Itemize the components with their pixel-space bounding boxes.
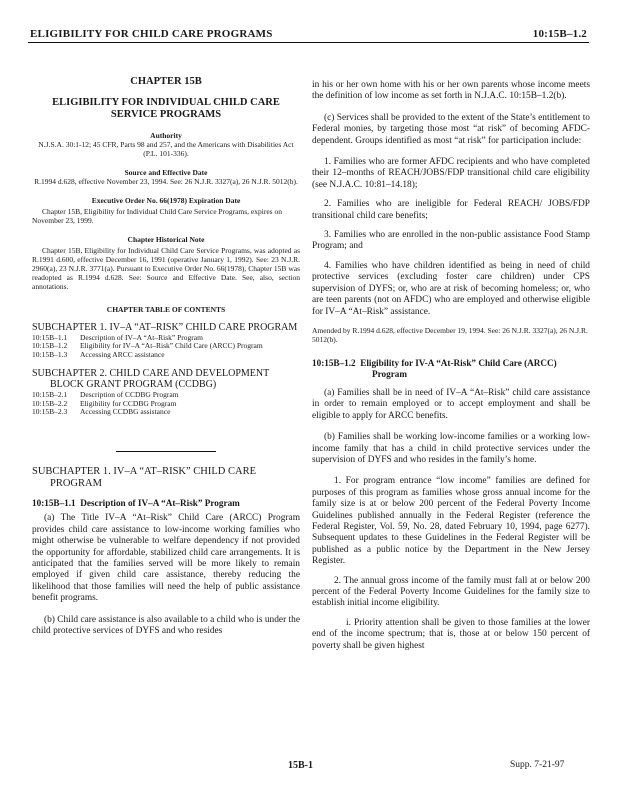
executive-order-text: Chapter 15B, Eligibility for Individual Child Care Service Programs, expires on November 23, 1999. [32,207,282,225]
chapter-number: CHAPTER 15B [130,76,202,87]
section-number: 10:15B–1.1 [32,498,76,509]
paragraph-b: (b) Families shall be working low-income families or a working low-income family that has a child in child protective services under the supervision of DYFS and who resides in the family’s home. [312,432,590,465]
subchapter-heading: SUBCHAPTER 1. IV–A “AT–RISK” CHILD CARE PROGRAM [32,466,257,490]
amendment-note: Amended by R.1994 d.628, effective December 19, 1994. See: 26 N.J.R. 3327(a), 26 N.J.R. 5012(b). [312,325,588,344]
authority-text: N.J.S.A. 30:1-12; 45 CFR, Parts 98 and 257, and the Americans with Disabilities Act (P.L. 101-336). [38,140,294,158]
paragraph-b-2: 2. The annual gross income of the family must fall at or below 200 percent of the Federal Poverty Income Guidelines for the family size to establish initial income eligibility. [312,575,590,609]
page-number: 15B-1 [288,760,313,771]
source-heading: Source and Effective Date [124,168,208,177]
authority-heading: Authority [150,131,182,140]
right-column [312,80,590,652]
paragraph-c: (c) Services shall be provided to the extent of the State’s entitlement to Federal monies, by targeting those most “at risk” of becoming AFDC-dependent. Groups identified as most “at risk” for participation include: [312,112,590,146]
toc-subchapter-1: SUBCHAPTER 1. IV–A “AT–RISK” CHILD CARE PROGRAM [32,322,298,333]
toc-title: Accessing CCDBG assistance [80,407,171,417]
toc-row [32,408,300,417]
toc-subchapter-2: SUBCHAPTER 2. CHILD CARE AND DEVELOPMENT BLOCK GRANT PROGRAM (CCDBG) [32,367,270,391]
header-title: ELIGIBILITY FOR CHILD CARE PROGRAMS [30,28,273,40]
paragraph-b: (b) Child care assistance is also available to a child who is under the child protective services of DYFS and who resides [32,614,300,636]
toc-number: 10:15B–1.1 [32,332,68,342]
list-item-2: 2. Families who are ineligible for Federal REACH/ JOBS/FDP transitional child care benefits; [312,199,590,221]
section-heading [32,498,300,509]
left-column [32,52,300,637]
header-section-number: 10:15B–1.2 [532,28,587,40]
toc-title: Description of CCDBG Program [80,389,179,399]
chapter-title: ELIGIBILITY FOR INDIVIDUAL CHILD CARE SERVICE PROGRAMS [52,97,280,120]
section-number: 10:15B–1.2 [312,357,356,368]
section-heading [312,358,590,380]
toc-row [32,342,300,351]
toc-title: Description of IV–A “At–Risk” Program [80,332,203,342]
running-header [28,26,589,43]
list-item-1: 1. Families who are former AFDC recipients and who have completed their 12–months of REACH/JOBS/FDP transitional child care eligibility (see N.J.A.C. 10:81–14.18); [312,157,590,190]
toc-number: 10:15B–2.3 [32,407,68,417]
section-title: Eligibility for IV-A “At-Risk” Child Care (ARCC) Program [360,357,557,379]
paragraph-b-2-i: i. Priority attention shall be given to those families at the lower end of the income spectrum; that is, those at or below 150 percent of poverty shall be given highest [312,617,590,651]
toc-number: 10:15B–2.1 [32,389,68,399]
source-text: R.1994 d.628, effective November 23, 1994. See: 26 N.J.R. 3327(a), 26 N.J.R. 5012(b). [34,177,298,186]
toc-number: 10:15B–2.2 [32,398,68,408]
toc-number: 10:15B–1.3 [32,350,68,360]
section-divider [116,451,216,452]
list-item-3: 3. Families who are enrolled in the non-public assistance Food Stamp Program; and [312,230,590,252]
toc-number: 10:15B–1.2 [32,341,68,351]
table-of-contents-heading: CHAPTER TABLE OF CONTENTS [106,305,226,314]
executive-order-heading: Executive Order No. 66(1978) Expiration Date [91,196,241,205]
paragraph-b-1: 1. For program entrance “low income” families are defined for purposes of this program as families whose gross annual income for the family size is at or below 200 percent of the Federal Poverty Income Guidelines published annually in the Federal Register (reference the Federal Register, Vol. 59, No. 28, dated February 10, 1994, page 6277). Subsequent updates to these Guidelines in the Federal Register will be published as a public notice by the Department in the New Jersey Register. [312,476,590,567]
toc-list-1 [32,334,300,360]
section-title: Description of IV–A “At–Risk” Program [80,498,240,509]
historical-note-text: Chapter 15B, Eligibility for Individual Child Care Service Programs, was adopted as R.1991 d.600, effective December 16, 1991 (operative January 1, 1992). See: 23 N.J.R. 2960(a), 23 N.J.R. 3771(a). Pursuant to Executive Order No. 66(1978), Chapter 15B was readopted as R.1994 d.628. See: Source and Effective Date. See, also, section annotations. [32,246,300,291]
paragraph-a: (a) The Title IV–A “At–Risk” Child Care (ARCC) Program provides child care assistance to low-income working families who might otherwise be vulnerable to welfare dependency if not provided the opportunity for affordable, stabilized child care arrangements. It is anticipated that the families served will be more likely to remain employed if given child care assistance, thereby reducing the likelihood that those families will need the help of public assistance benefit programs. [32,513,300,604]
toc-title: Eligibility for CCDBG Program [80,398,177,408]
supplement-date: Supp. 7-21-97 [510,760,565,770]
list-item-4: 4. Families who have children identified as being in need of child protective services (excluding foster care children) under CPS supervision of DYFS; or, who are at risk of becoming homeless; or, who are teen parents (not on AFDC) who are employed and otherwise eligible for IV–A “At–Risk” assistance. [312,260,590,317]
historical-note-heading: Chapter Historical Note [127,235,205,244]
paragraph-a: (a) Families shall be in need of IV–A “At–Risk” child care assistance in order to remain employed or to accept employment and shall be eligible to apply for ARCC benefits. [312,387,590,421]
paragraph-continued: in his or her own home with his or her own parents whose income meets the definition of low income as set forth in N.J.A.C. 10:15B–1.2(b). [312,80,590,102]
toc-row [32,351,300,360]
toc-list-2 [32,391,300,417]
toc-title: Accessing ARCC assistance [80,350,165,360]
toc-title: Eligibility for IV–A “At–Risk” Child Care (ARCC) Program [80,341,263,351]
